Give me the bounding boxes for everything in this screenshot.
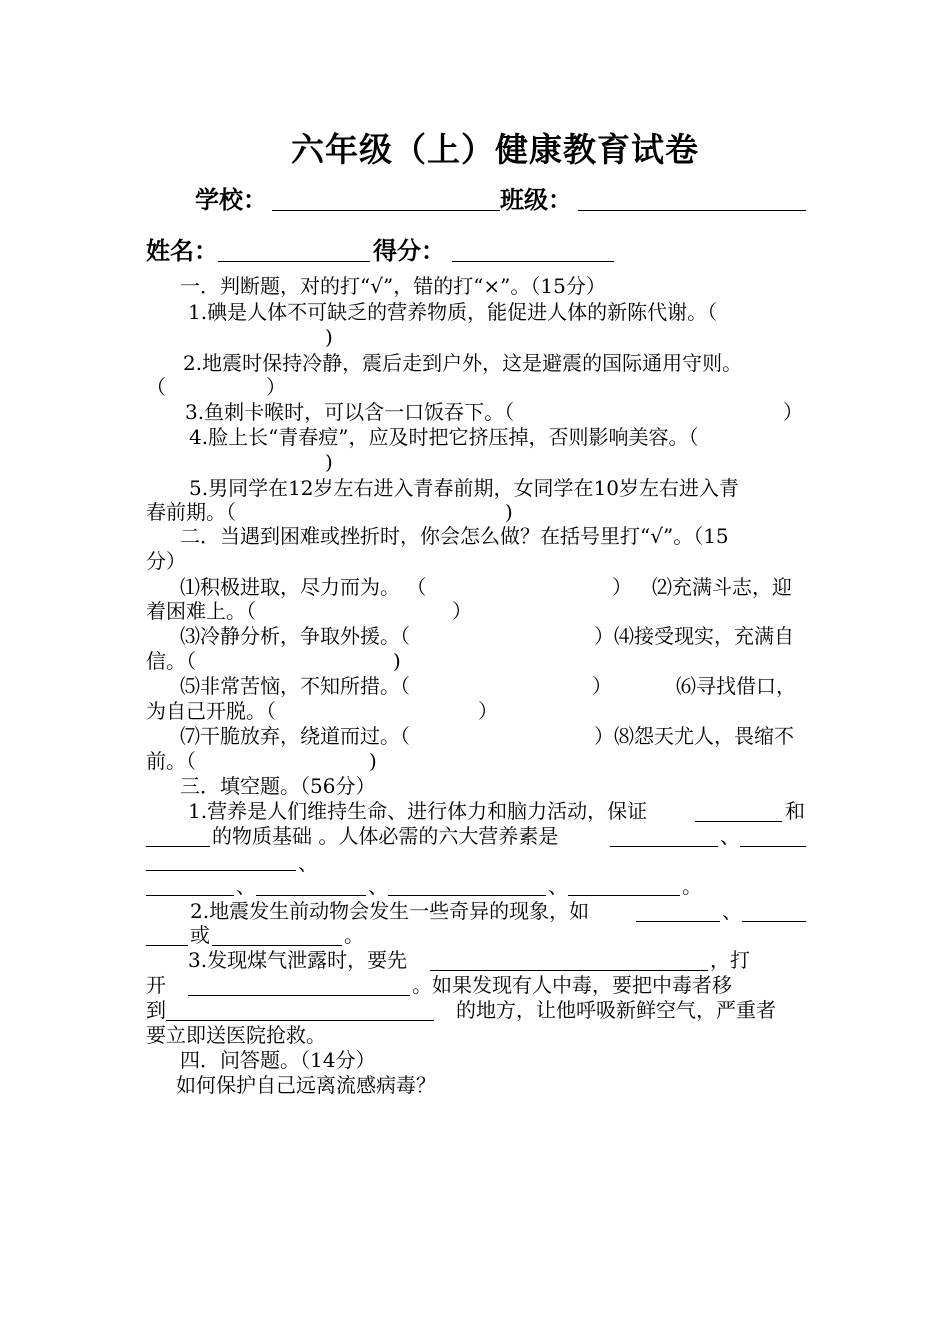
p3-q1-blank2[interactable] — [146, 846, 210, 847]
part3-heading: 三．填空题。（56分） — [180, 774, 376, 798]
p2-r2b: ）⑷接受现实，充满自 — [594, 624, 794, 648]
p3-q1-blank3[interactable] — [610, 846, 718, 847]
p3-q1-blank1[interactable] — [695, 821, 782, 822]
part2-heading-line1: 二．当遇到困难或挫折时，你会怎么做？在括号里打“√”。（15 — [180, 524, 729, 548]
part2-heading-line2: 分） — [146, 549, 186, 573]
p2-r1a: ⑴积极进取，尽力而为。 （ — [180, 575, 427, 599]
p3-q3-d: 。如果发现有人中毒，要把中毒者移 — [412, 973, 732, 997]
p3-q1-f: 、 — [236, 874, 256, 898]
p3-q2-c: 或 — [190, 923, 210, 947]
p3-q1-c: 的物质基础 。人体必需的六大营养素是 — [212, 824, 559, 848]
p3-q1-i: 。 — [682, 874, 702, 898]
class-label: 班级： — [500, 185, 572, 214]
part1-heading: 一．判断题，对的打“√”，错的打“×”。（15分） — [180, 274, 606, 298]
p2-r3b: ） — [592, 674, 612, 698]
p3-q1-blank5[interactable] — [146, 870, 296, 871]
p2-r4a: ⑺干脆放弃，绕道而过。（ — [180, 724, 410, 748]
p2-r2d: ) — [393, 649, 401, 673]
part4-heading: 四．问答题。（14分） — [180, 1048, 376, 1072]
p2-r1e: ） — [452, 599, 472, 623]
p3-q1-blank8[interactable] — [388, 895, 546, 896]
p3-q3-a: 3.发现煤气泄露时，要先 — [188, 948, 408, 972]
p4-q1: 如何保护自己远离流感病毒？ — [176, 1073, 436, 1097]
p2-r1d: 着困难上。（ — [146, 599, 256, 623]
p3-q2-b: 、 — [722, 899, 742, 923]
p2-r3c: ⑹寻找借口， — [676, 674, 796, 698]
p1-q1-line1: 1.碘是人体不可缺乏的营养物质，能促进人体的新陈代谢。（ — [188, 300, 718, 324]
p1-q4-line1: 4.脸上长“青春痘”，应及时把它挤压掉，否则影响美容。（ — [189, 425, 699, 449]
p2-r2c: 信。（ — [146, 649, 196, 673]
p3-q1-blank7[interactable] — [256, 895, 366, 896]
p1-q3-close: ） — [783, 400, 803, 424]
p1-q5-line1: 5.男同学在12岁左右进入青春前期，女同学在10岁左右进入青 — [189, 476, 739, 500]
p2-r3e: ） — [478, 699, 498, 723]
p3-q1-blank9[interactable] — [568, 895, 680, 896]
p3-q1-h: 、 — [548, 874, 568, 898]
p2-r4b: ）⑻怨天尤人，畏缩不 — [594, 724, 794, 748]
page-title: 六年级（上）健康教育试卷 — [291, 130, 699, 169]
p3-q1-e: 、 — [298, 851, 318, 875]
score-blank[interactable] — [452, 261, 614, 262]
p3-q2-blank2[interactable] — [742, 921, 806, 922]
p3-q3-b: ，打 — [710, 948, 750, 972]
p1-q5-line2: 春前期。（ — [146, 500, 236, 524]
name-blank[interactable] — [218, 261, 370, 262]
p3-q3-f: 的地方，让他呼吸新鲜空气，严重者 — [456, 998, 776, 1022]
class-blank[interactable] — [578, 210, 806, 211]
p1-q1-line2: ) — [325, 325, 333, 349]
p2-r1b: ） — [612, 575, 632, 599]
p3-q1-blank6[interactable] — [146, 895, 234, 896]
p1-q2-line2: （ ） — [146, 375, 286, 399]
p2-r1c: ⑵充满斗志，迎 — [652, 575, 792, 599]
p3-q3-c: 开 — [146, 973, 166, 997]
p3-q2-blank4[interactable] — [212, 945, 342, 946]
p2-r2a: ⑶冷静分析，争取外援。（ — [180, 624, 410, 648]
p3-q2-a: 2.地震发生前动物会发生一些奇异的现象，如 — [190, 899, 590, 923]
p3-q3-blank3[interactable] — [166, 1020, 434, 1021]
p3-q3-g: 要立即送医院抢救。 — [146, 1023, 326, 1047]
name-label: 姓名： — [146, 236, 218, 265]
p3-q1-d: 、 — [720, 824, 740, 848]
p2-r3a: ⑸非常苦恼，不知所措。（ — [180, 674, 410, 698]
p2-r4d: ) — [369, 749, 377, 773]
p2-r3d: 为自己开脱。（ — [146, 699, 276, 723]
p3-q2-blank1[interactable] — [636, 921, 720, 922]
p1-q2-line1: 2.地震时保持冷静，震后走到户外，这是避震的国际通用守则。 — [183, 351, 743, 375]
p1-q3: 3.鱼刺卡喉时，可以含一口饭吞下。（ — [185, 400, 515, 424]
p3-q1-b: 和 — [785, 799, 805, 823]
score-label: 得分： — [373, 236, 445, 265]
p1-q4-line2: ) — [325, 450, 333, 474]
p3-q2-blank3[interactable] — [146, 945, 188, 946]
p3-q1-blank4[interactable] — [740, 846, 806, 847]
p2-r4c: 前。（ — [146, 749, 196, 773]
p1-q5-close: ) — [505, 500, 513, 524]
p3-q3-blank1[interactable] — [430, 970, 708, 971]
p3-q3-e: 到 — [146, 998, 166, 1022]
p3-q2-d: 。 — [344, 923, 364, 947]
p3-q1-a: 1.营养是人们维持生命、进行体力和脑力活动，保证 — [188, 799, 648, 823]
p3-q3-blank2[interactable] — [188, 995, 410, 996]
p3-q1-g: 、 — [368, 874, 388, 898]
school-label: 学校： — [195, 185, 267, 214]
school-blank[interactable] — [272, 210, 500, 211]
